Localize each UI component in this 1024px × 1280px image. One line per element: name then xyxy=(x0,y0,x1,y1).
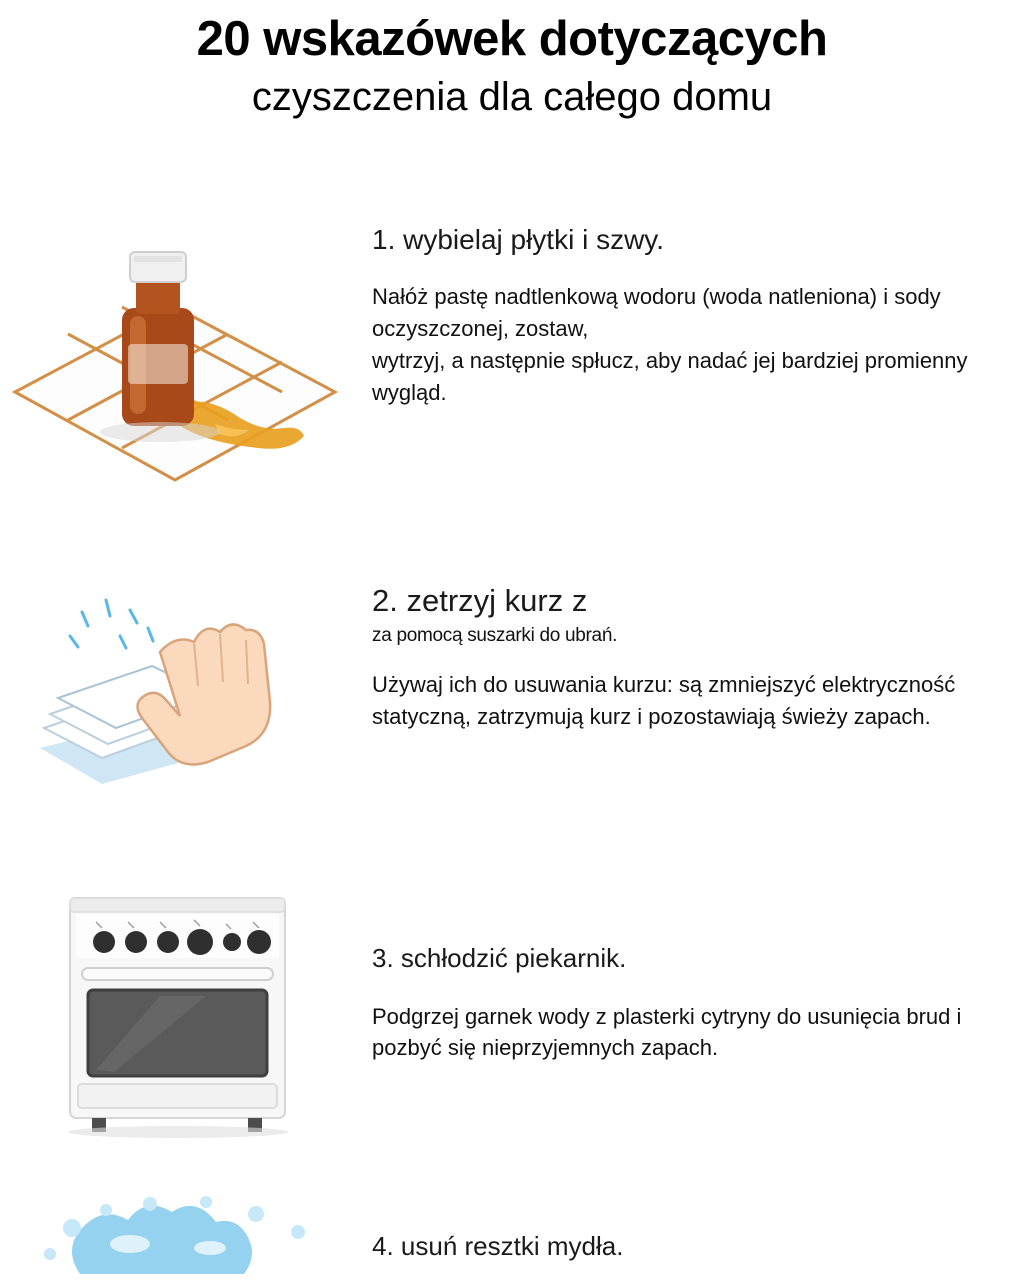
tip-2-body-main: Używaj ich do usuwania kurzu: są zmniejszyć elektryczność statyczną, zatrzymują kurz i pozostawiają świeży zapach. xyxy=(372,671,956,729)
tip-1-body-main: Nałóż pastę nadtlenkową wodoru (woda natleniona) i sody oczyszczonej, zostaw, xyxy=(372,284,941,341)
page-title-line-2: czyszczenia dla całego domu xyxy=(251,75,773,120)
tip-4-heading: 4. usuń resztki mydła. xyxy=(372,1231,624,1261)
tip-3-heading: 3. schłodzić piekarnik. xyxy=(372,943,627,973)
tip-1-heading: 1. wybielaj płytki i szwy. xyxy=(372,224,665,255)
tip-2-text xyxy=(372,578,1010,733)
tip-item-3 xyxy=(10,880,1010,1140)
tip-3-body-main: Podgrzej garnek wody z plasterki cytryny do usunięcia brud i pozbyć się nieprzyjemnych zapach. xyxy=(372,1003,962,1061)
hand-with-dryer-sheet-icon xyxy=(10,578,340,828)
page-title xyxy=(0,14,1024,119)
tip-item-2 xyxy=(10,578,1010,828)
tip-2-heading: 2. zetrzyj kurz z xyxy=(372,583,588,618)
tip-2-subheading: za pomocą suszarki do ubrań. xyxy=(372,624,618,646)
peroxide-bottle-on-tile-icon xyxy=(10,212,340,502)
tip-1-body-small: wytrzyj, a następnie spłucz, aby nadać jej bardziej promienny wygląd. xyxy=(372,347,968,405)
tip-item-4 xyxy=(10,1188,1010,1280)
tip-1-text xyxy=(372,212,1010,409)
oven-range-icon xyxy=(10,880,340,1140)
tip-3-text xyxy=(372,880,1010,1064)
page-title-line-1: 20 wskazówek dotyczących xyxy=(196,12,828,66)
water-splash-icon xyxy=(10,1188,340,1280)
tip-item-1 xyxy=(10,212,1010,502)
tip-4-text xyxy=(372,1188,1010,1263)
